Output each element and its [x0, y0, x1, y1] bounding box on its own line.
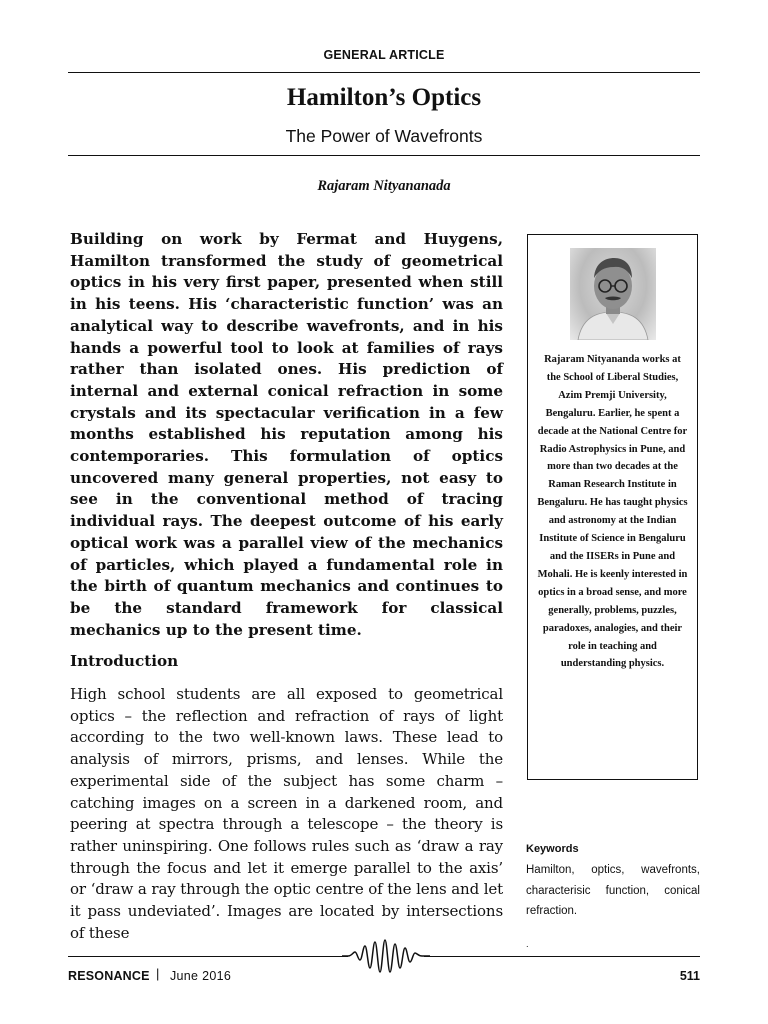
- footer-rule-right: [424, 956, 700, 957]
- abstract: Building on work by Fermat and Huygens, Hamilton transformed the study of geometrical optics in his very first paper, presented when still in his teens. His ‘characteristic function’ was an analytical way to describe wavefronts, and in his hands a powerful tool to look at families of rays rather than isolated ones. His prediction of internal and external conical refraction in some crystals and its spectacular verification in a few months established his reputation among his contemporaries. This formulation of optics uncovered many general properties, not easy to see in the conventional method of tracing individual rays. The deepest outcome of his early optical work was a parallel view of the mechanics of particles, which played a fundamental role in the birth of quantum mechanics and continues to be the standard framework for classical mechanics up to the present time.: [70, 230, 503, 639]
- header-label: GENERAL ARTICLE: [323, 48, 445, 62]
- author-bio-text: Rajaram Nityananda works at the School of Liberal Studies, Azim Premji University, Bengaluru. Earlier, he spent a decade at the National Centre for Radio Astrophysics in Pune, and more than two decades at the Raman Research Institute in Bengaluru. He has taught physics and astronomy at the Indian Institute of Science in Bengaluru and the IISERs in Pune and Mohali. He is keenly interested in optics in a broad sense, and more generally, problems, puzzles, paradoxes, analogies, and their role in teaching and understanding physics.: [537, 354, 688, 670]
- section-heading-introduction: Introduction: [70, 652, 179, 670]
- title-rule: [68, 155, 700, 156]
- page-number: 511: [679, 969, 700, 983]
- article-title: Hamilton’s Optics: [286, 84, 482, 111]
- author-bio-box: [527, 234, 698, 780]
- wave-logo-icon: [342, 938, 430, 976]
- journal-name: RESONANCE: [68, 969, 150, 983]
- footer-rule-left: [68, 956, 348, 957]
- author-name: Rajaram Nityananada: [317, 178, 451, 194]
- header-rule: [68, 72, 700, 73]
- footer-separator: |: [156, 966, 160, 981]
- author-photo: [570, 248, 656, 340]
- article-subtitle: The Power of Wavefronts: [285, 126, 483, 146]
- stray-dot: .: [526, 940, 529, 949]
- issue-date: June 2016: [170, 969, 232, 983]
- keywords-heading: Keywords: [526, 843, 579, 855]
- body-paragraph: High school students are all exposed to geometrical optics – the reflection and refraction of rays of light according to the two well-known laws. These lead to analysis of mirrors, prisms, and lenses. While the experimental side of the subject has some charm – catching images on a screen in a darkened room, and peering at spectra through a telescope – the theory is rather uninspiring. One follows rules such as ‘draw a ray through the focus and let it emerge parallel to the axis’ or ‘draw a ray through the optic centre of the lens and let it pass undeviated’. Images are located by intersections of these: [70, 685, 503, 942]
- keywords-list: Hamilton, optics, wavefronts, characterisic function, conical refraction.: [526, 864, 700, 917]
